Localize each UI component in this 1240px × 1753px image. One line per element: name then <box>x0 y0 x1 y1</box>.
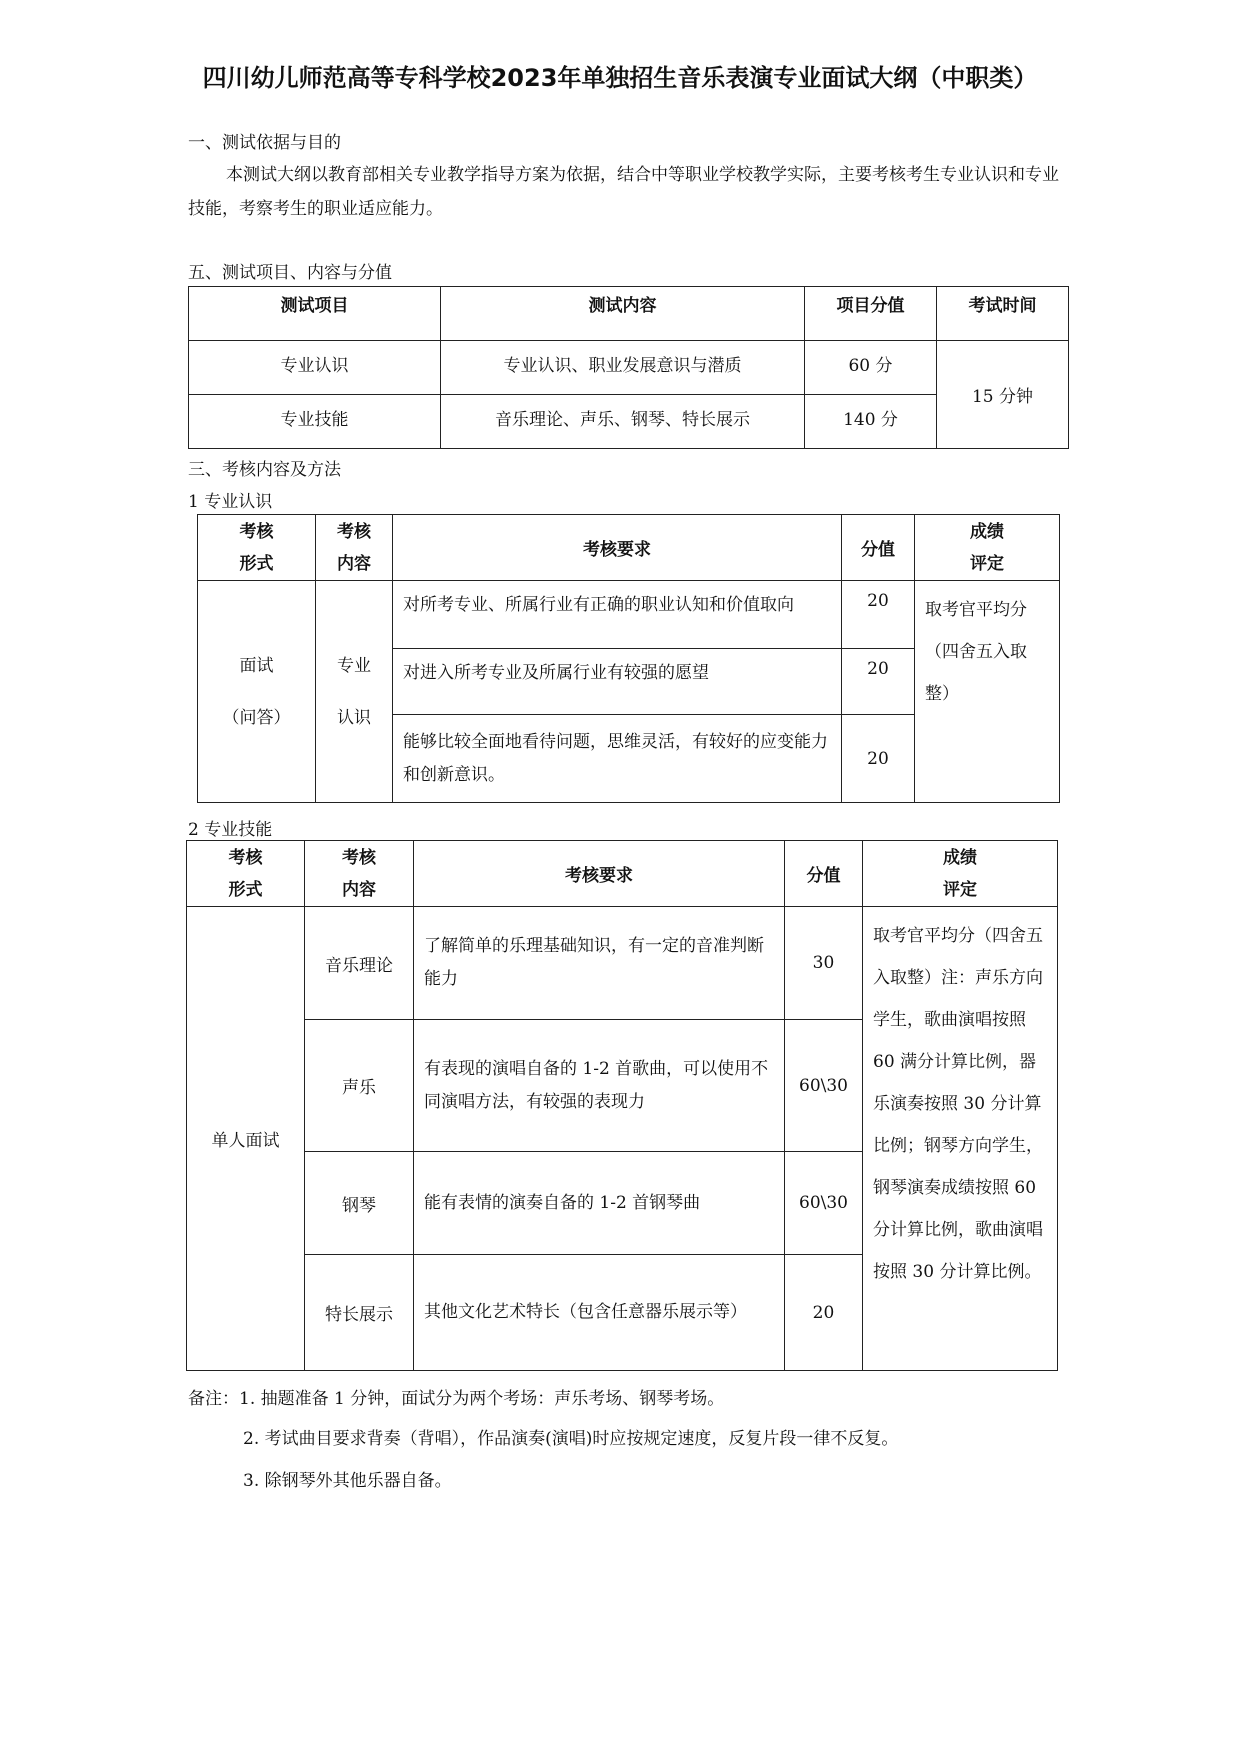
requirement-cell: 其他文化艺术特长（包含任意器乐展示等） <box>414 1255 785 1371</box>
content-cell: 声乐 <box>305 1020 414 1152</box>
score-cell: 60 分 <box>805 341 937 395</box>
table-row <box>187 907 1058 1020</box>
table-row <box>198 581 1060 649</box>
content-cell: 专业 认识 <box>316 581 393 803</box>
test-items-table <box>188 286 1069 449</box>
section3-heading: 三、考核内容及方法 <box>188 460 341 480</box>
requirement-cell: 有表现的演唱自备的 1-2 首歌曲，可以使用不同演唱方法，有较强的表现力 <box>414 1020 785 1152</box>
grade-cell: 取考官平均分（四舍五入取整） <box>915 581 1060 803</box>
requirement-cell: 了解简单的乐理基础知识，有一定的音准判断能力 <box>414 907 785 1020</box>
table-row <box>189 341 1069 395</box>
table-header: 测试项目 <box>189 287 441 341</box>
requirement-cell: 能够比较全面地看待问题，思维灵活，有较好的应变能力和创新意识。 <box>393 715 842 803</box>
score-cell: 60\30 <box>785 1020 863 1152</box>
requirement-cell: 对进入所考专业及所属行业有较强的愿望 <box>393 649 842 715</box>
table-header: 分值 <box>785 841 863 907</box>
score-cell: 30 <box>785 907 863 1020</box>
score-cell: 20 <box>842 581 915 649</box>
table-header: 考试时间 <box>937 287 1069 341</box>
note-3: 3. 除钢琴外其他乐器自备。 <box>243 1471 452 1491</box>
content-cell: 钢琴 <box>305 1152 414 1255</box>
content-cell: 专业认识、职业发展意识与潜质 <box>441 341 805 395</box>
requirement-cell: 能有表情的演奏自备的 1-2 首钢琴曲 <box>414 1152 785 1255</box>
content-cell: 特长展示 <box>305 1255 414 1371</box>
professional-skills-table: 考核 形式 考核 内容 考核要求 分值 成绩 评定 单人面试 音乐理论 了解简单的乐理基础知识，有一定的音准判断能力 30 取考官平均分（四舍五入取整）注：声乐方向学生，歌曲演唱按照 60 满分计算比例，器乐演奏按照 30 分计算比例；钢琴方向学生，钢琴演奏成绩按照 60 分计算比例，歌曲演唱按照 30 分计算比例。 声乐 有表现的演唱自备的 1-2 首歌曲，可以使用不同演唱方法，有较强的表现力 60\30 钢琴 能有表情的演奏自备的 1-2 首钢琴曲 60\30 特长展示 其他文化艺术特长（包含任意器乐展示等） 20 <box>186 840 1058 1371</box>
time-cell: 15 分钟 <box>937 341 1069 449</box>
sub2-heading: 2 专业技能 <box>188 820 273 840</box>
table-header: 项目分值 <box>805 287 937 341</box>
score-cell: 20 <box>842 649 915 715</box>
note-1: 备注：1. 抽题准备 1 分钟，面试分为两个考场：声乐考场、钢琴考场。 <box>188 1389 725 1409</box>
section1-heading: 一、测试依据与目的 <box>188 133 341 153</box>
table-header: 考核要求 <box>393 515 842 581</box>
score-cell: 20 <box>842 715 915 803</box>
section1-body: 本测试大纲以教育部相关专业教学指导方案为依据，结合中等职业学校教学实际，主要考核考生专业认识和专业技能，考察考生的职业适应能力。 <box>188 165 1059 219</box>
requirement-cell: 对所考专业、所属行业有正确的职业认知和价值取向 <box>393 581 842 649</box>
table-header: 测试内容 <box>441 287 805 341</box>
content-cell: 音乐理论 <box>305 907 414 1020</box>
score-cell: 20 <box>785 1255 863 1371</box>
score-cell: 140 分 <box>805 395 937 449</box>
table-header: 分值 <box>842 515 915 581</box>
item-cell: 专业认识 <box>189 341 441 395</box>
professional-awareness-table: 考核 形式 考核 内容 考核要求 分值 成绩 评定 面试 （问答） 专业 认识 对所考专业、所属行业有正确的职业认知和价值取向 20 取考官平均分（四舍五入取整） 对进入所考专业及所属行业有较强的愿望 20 能够比较全面地看待问题，思维灵活，有较好的应变能力和创新意识。 20 <box>197 514 1060 803</box>
sub1-heading: 1 专业认识 <box>188 492 273 512</box>
score-cell: 60\30 <box>785 1152 863 1255</box>
form-cell: 单人面试 <box>187 907 305 1371</box>
table-header: 考核要求 <box>414 841 785 907</box>
document-title: 四川幼儿师范高等专科学校2023年单独招生音乐表演专业面试大纲（中职类） <box>202 64 1038 92</box>
content-cell: 音乐理论、声乐、钢琴、特长展示 <box>441 395 805 449</box>
item-cell: 专业技能 <box>189 395 441 449</box>
grade-cell: 取考官平均分（四舍五入取整）注：声乐方向学生，歌曲演唱按照 60 满分计算比例，器乐演奏按照 30 分计算比例；钢琴方向学生，钢琴演奏成绩按照 60 分计算比例，歌曲演唱按照 30 分计算比例。 <box>863 907 1058 1371</box>
note-2: 2. 考试曲目要求背奏（背唱），作品演奏(演唱)时应按规定速度，反复片段一律不反复。 <box>243 1429 899 1449</box>
form-cell: 面试 （问答） <box>198 581 316 803</box>
section2-heading: 五、测试项目、内容与分值 <box>188 263 392 283</box>
